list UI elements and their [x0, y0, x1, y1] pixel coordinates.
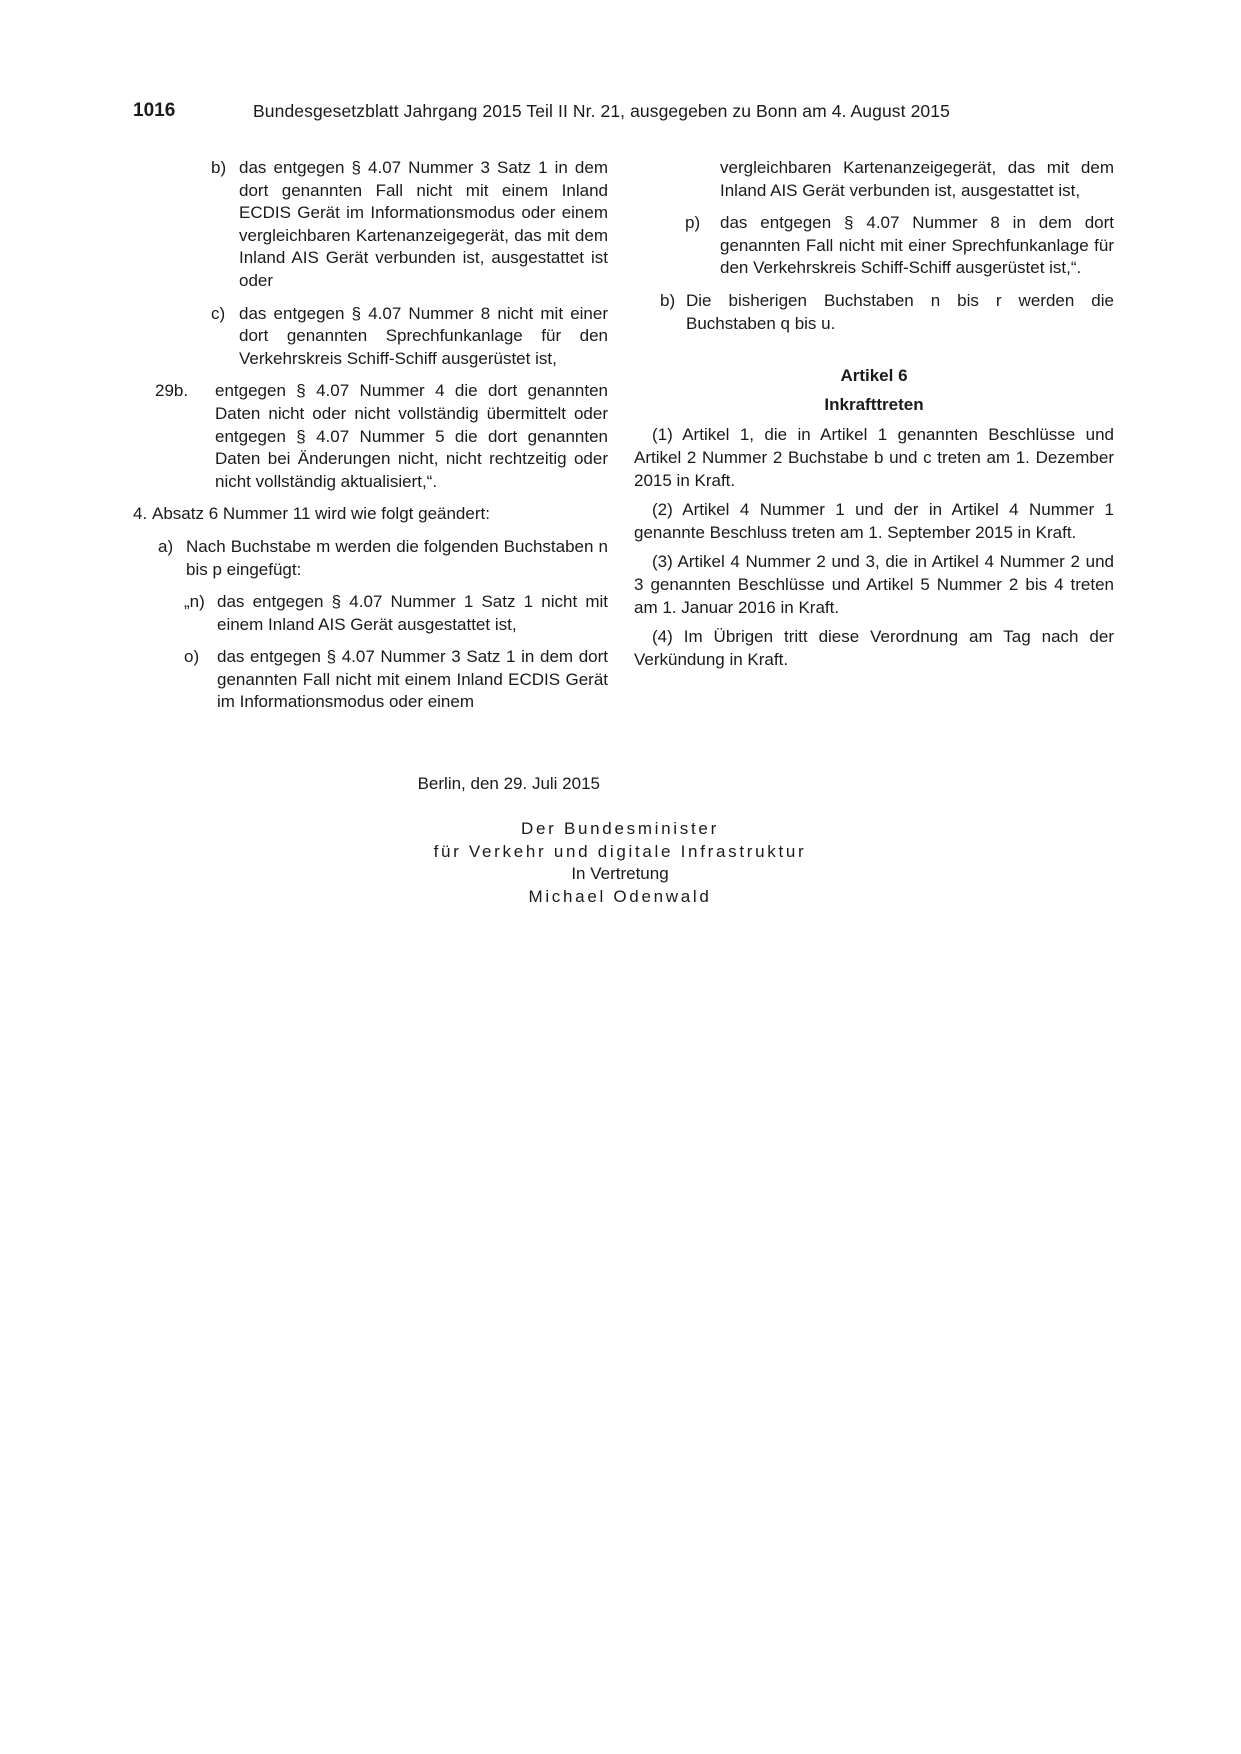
item-marker: o) [184, 647, 200, 667]
list-item-o [133, 646, 608, 714]
list-item-n [133, 591, 608, 636]
page-header [133, 100, 1113, 126]
item-marker: c) [211, 303, 226, 323]
list-item-4a [133, 536, 608, 581]
list-item-c [133, 303, 608, 371]
item-marker: b) [660, 290, 676, 310]
place-date: Berlin, den 29. Juli 2015 [417, 774, 600, 793]
list-item-29b [133, 380, 608, 493]
item-text: Die bisherigen Buchstaben n bis r werden die Buchstaben q bis u. [686, 290, 1114, 333]
item-marker: 4. [133, 504, 148, 524]
item-text: das entgegen § 4.07 Nummer 3 Satz 1 in dem dort genannten Fall nicht mit einem Inland ECDIS Gerät im Informationsmodus oder einem vergleichbaren Kartenanzeigegerät, das mit dem Inland AIS Gerät verbunden ist, ausgestattet ist oder [239, 158, 608, 290]
paragraph: (2) Artikel 4 Nummer 1 und der in Artikel 4 Nummer 1 genannte Beschluss treten am 1. September 2015 in Kraft. [634, 500, 1114, 542]
list-item-o-continued: vergleichbaren Kartenanzeigegerät, das mit dem Inland AIS Gerät verbunden ist, ausgestattet ist, [720, 158, 1114, 200]
left-column [133, 157, 608, 724]
signature-name: Michael Odenwald [528, 886, 712, 906]
article-heading: Artikel 6 [840, 366, 908, 386]
item-text: das entgegen § 4.07 Nummer 1 Satz 1 nicht mit einem Inland AIS Gerät ausgestattet ist, [217, 592, 608, 634]
item-marker: p) [685, 213, 701, 233]
list-item-4b [634, 290, 1114, 335]
right-column [634, 157, 1114, 678]
paragraph: (3) Artikel 4 Nummer 2 und 3, die in Artikel 4 Nummer 2 und 3 genannten Beschlüsse und Artikel 5 Nummer 2 bis 4 treten am 1. Januar 2016 in Kraft. [634, 552, 1114, 617]
running-head: Bundesgesetzblatt Jahrgang 2015 Teil II Nr. 21, ausgegeben zu Bonn am 4. August 2015 [253, 101, 950, 121]
signature-ministry: für Verkehr und digitale Infrastruktur [433, 841, 807, 861]
list-item-p [634, 212, 1114, 280]
article-title: Inkrafttreten [824, 394, 924, 414]
list-item-b [133, 157, 608, 293]
signature-block [320, 818, 920, 908]
item-marker: b) [211, 158, 227, 177]
item-text: das entgegen § 4.07 Nummer 3 Satz 1 in dem dort genannten Fall nicht mit einem Inland ECDIS Gerät im Informationsmodus oder einem [217, 647, 608, 712]
item-text: entgegen § 4.07 Nummer 4 die dort genannten Daten nicht oder nicht vollständig übermittelt oder entgegen § 4.07 Nummer 5 die dort genannten Daten bei Änderungen nicht, nicht rechtzeitig oder nicht vollständig aktualisiert,“. [215, 381, 608, 491]
item-text: das entgegen § 4.07 Nummer 8 nicht mit einer dort genannten Sprechfunkanlage für den Verkehrskreis Schiff-Schiff ausgerüstet ist, [239, 303, 608, 368]
list-item-4 [133, 503, 608, 526]
paragraph: (1) Artikel 1, die in Artikel 1 genannten Beschlüsse und Artikel 2 Nummer 2 Buchstabe b und c treten am 1. Dezember 2015 in Kraft. [634, 425, 1114, 490]
item-text: Nach Buchstabe m werden die folgenden Buchstaben n bis p eingefügt: [186, 536, 608, 579]
item-text: das entgegen § 4.07 Nummer 8 in dem dort genannten Fall nicht mit einer Sprechfunkanlage für den Verkehrskreis Schiff-Schiff ausgerüstet ist,“. [720, 213, 1114, 278]
paragraph: (4) Im Übrigen tritt diese Verordnung am Tag nach der Verkündung in Kraft. [634, 627, 1114, 669]
item-marker: 29b. [155, 381, 189, 401]
item-marker: „n) [184, 592, 205, 612]
page-number: 1016 [133, 100, 176, 121]
item-text: Absatz 6 Nummer 11 wird wie folgt geändert: [152, 504, 490, 524]
signature-representation: In Vertretung [571, 864, 669, 884]
item-marker: a) [158, 536, 174, 556]
signature-title: Der Bundesminister [521, 819, 719, 838]
